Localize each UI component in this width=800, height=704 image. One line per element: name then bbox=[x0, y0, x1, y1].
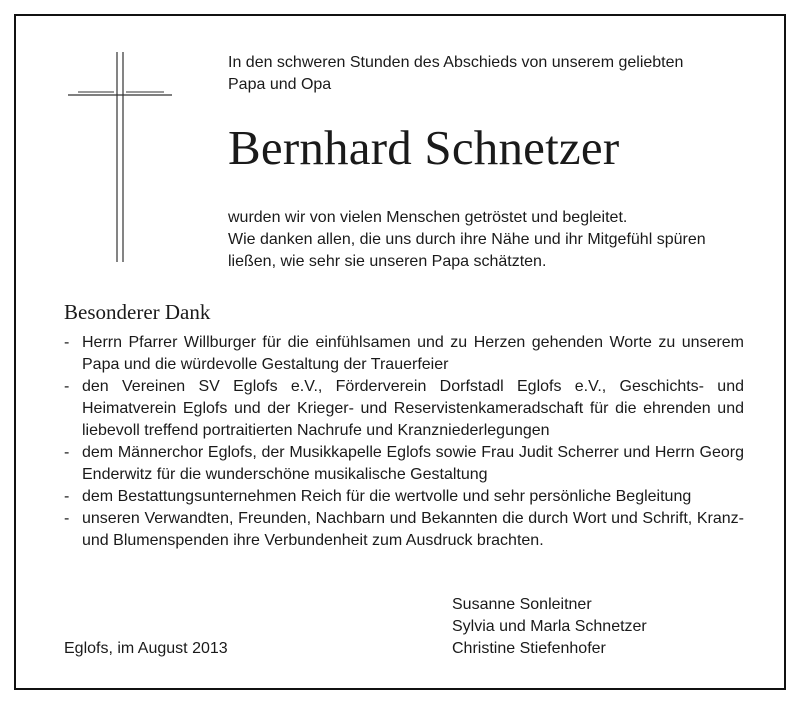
thanks-line: wurden wir von vielen Menschen getröstet und begleitet. bbox=[228, 209, 628, 226]
signature-name: Susanne Sonleitner bbox=[452, 596, 592, 613]
list-item bbox=[64, 332, 744, 376]
list-item bbox=[64, 442, 744, 486]
thanks-text bbox=[228, 207, 758, 273]
signature-name: Christine Stiefenhofer bbox=[452, 640, 606, 657]
list-item-text: dem Männerchor Eglofs, der Musikkapelle Eglofs sowie Frau Judit Scherrer und Herrn Georg Enderwitz für die wunderschöne musikalische Gestaltung bbox=[82, 444, 744, 483]
bullet-dash: - bbox=[64, 510, 70, 527]
bullet-dash: - bbox=[64, 488, 70, 505]
section-title: Besonderer Dank bbox=[64, 300, 211, 324]
intro-text bbox=[228, 52, 748, 96]
list-item bbox=[64, 508, 744, 552]
list-item-text: Herrn Pfarrer Willburger für die einfühlsamen und zu Herzen gehenden Worte zu unserem Papa und die würdevolle Gestaltung der Trauerfeier bbox=[82, 334, 744, 373]
list-item-text: den Vereinen SV Eglofs e.V., Förderverein Dorfstadl Eglofs e.V., Geschichts- und Heimatverein Eglofs und der Krieger- und Reservistenkameradschaft für die ehrenden und liebevoll treffend portraitierten Nachrufe und Kranzniederlegungen bbox=[82, 378, 744, 439]
list-item-text: unseren Verwandten, Freunden, Nachbarn und Bekannten die durch Wort und Schrift, Kranz- und Blumenspenden ihre Verbundenheit zum Ausdruck brachten. bbox=[82, 510, 744, 549]
thanks-line: Wie danken allen, die uns durch ihre Nähe und ihr Mitgefühl spüren bbox=[228, 231, 706, 248]
bullet-dash: - bbox=[64, 378, 70, 395]
thanks-list bbox=[64, 332, 744, 552]
list-item-text: dem Bestattungsunternehmen Reich für die wertvolle und sehr persönliche Begleitung bbox=[82, 488, 692, 505]
deceased-name: Bernhard Schnetzer bbox=[228, 120, 620, 175]
thanks-line: ließen, wie sehr sie unseren Papa schätzten. bbox=[228, 253, 547, 270]
place-date: Eglofs, im August 2013 bbox=[64, 640, 228, 657]
signature-name: Sylvia und Marla Schnetzer bbox=[452, 618, 647, 635]
list-item bbox=[64, 486, 744, 508]
intro-line: Papa und Opa bbox=[228, 76, 332, 93]
intro-line: In den schweren Stunden des Abschieds von unserem geliebten bbox=[228, 54, 684, 71]
bullet-dash: - bbox=[64, 444, 70, 461]
signatures bbox=[452, 594, 647, 660]
list-item bbox=[64, 376, 744, 442]
cross-icon bbox=[68, 52, 172, 262]
bullet-dash: - bbox=[64, 334, 70, 351]
